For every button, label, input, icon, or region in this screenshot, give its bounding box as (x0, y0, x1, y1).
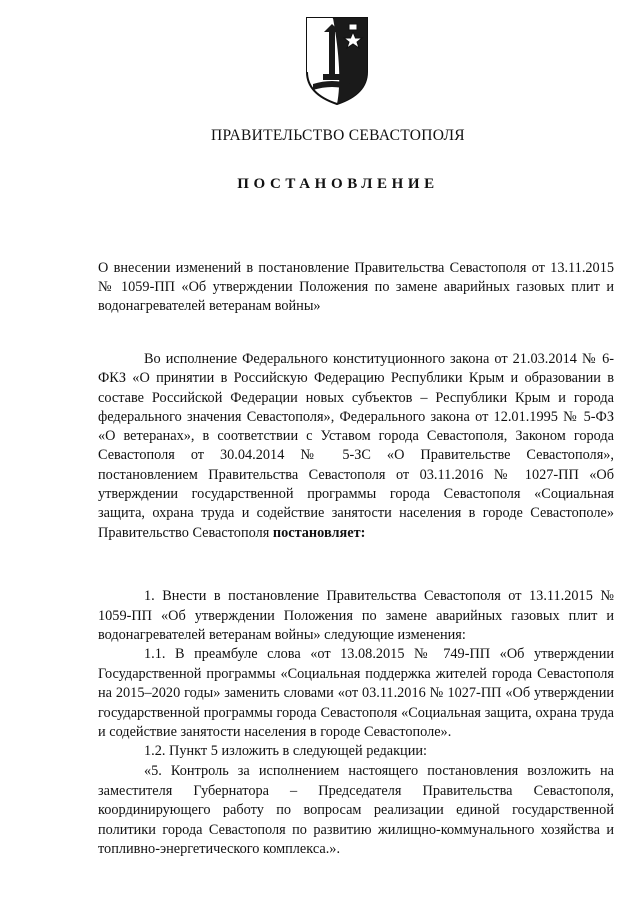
document-type-title: ПОСТАНОВЛЕНИЕ (237, 176, 439, 192)
organization-name: ПРАВИТЕЛЬСТВО СЕВАСТОПОЛЯ (211, 127, 465, 144)
item-1-paragraph: 1. Внести в постановление Правительства Севастополя от 13.11.2015 № 1059-ПП «Об утверждении Положения по замене аварийных газовых плит и водонагревателей ветеранам войны» следующие изменения: (98, 588, 614, 643)
document-subject: О внесении изменений в постановление Правительства Севастополя от 13.11.2015 № 1059-ПП «Об утверждении Положения по замене аварийных газовых плит и водонагревателей ветеранам войны» (98, 260, 614, 314)
decision-word: постановляет: (272, 524, 366, 541)
preamble-paragraph (98, 350, 614, 543)
item-1-1-paragraph: 1.1. В преамбуле слова «от 13.08.2015 № 749-ПП «Об утверждении Государственной программы «Социальная поддержка жителей города Севастополя на 2015–2020 годы» заменить словами «от 03.11.2016 № 1027-ПП «Об утверждении государственной программы города Севастополя «Социальная защита, охрана труда и содействие занятости населения в городе Севастополе». (98, 646, 614, 740)
sevastopol-coat-of-arms-icon (303, 14, 371, 106)
item-1-2-new-text: «5. Контроль за исполнением настоящего постановления возложить на заместителя Губернатора – Председателя Правительства Севастополя, координирующего работу по вопросам реализации единой государственной политики города Севастополя по развитию жилищно-коммунального хозяйства и топливно-энергетического комплекса.». (98, 763, 614, 857)
preamble-text: Во исполнение Федерального конституционного закона от 21.03.2014 № 6-ФКЗ «О принятии в Российскую Федерацию Республики Крым и образовании в составе Российской Федерации новых субъектов – Республики Крым и города федерального значения Севастополя», Федерального закона от 12.01.1995 № 5-ФЗ «О ветеранах», в соответствии с Уставом города Севастополя, Законом города Севастополя от 30.04.2014 № 5-ЗС «О Правительстве Севастополя», постановлением Правительства Севастополя от 03.11.2016 № 1027-ПП «Об утверждении государственной программы города Севастополя «Социальная защита, охрана труда и содействие занятости населения в городе Севастополе» Правительство Севастополя (98, 351, 614, 541)
item-1-2-paragraph: 1.2. Пункт 5 изложить в следующей редакции: (144, 743, 427, 759)
